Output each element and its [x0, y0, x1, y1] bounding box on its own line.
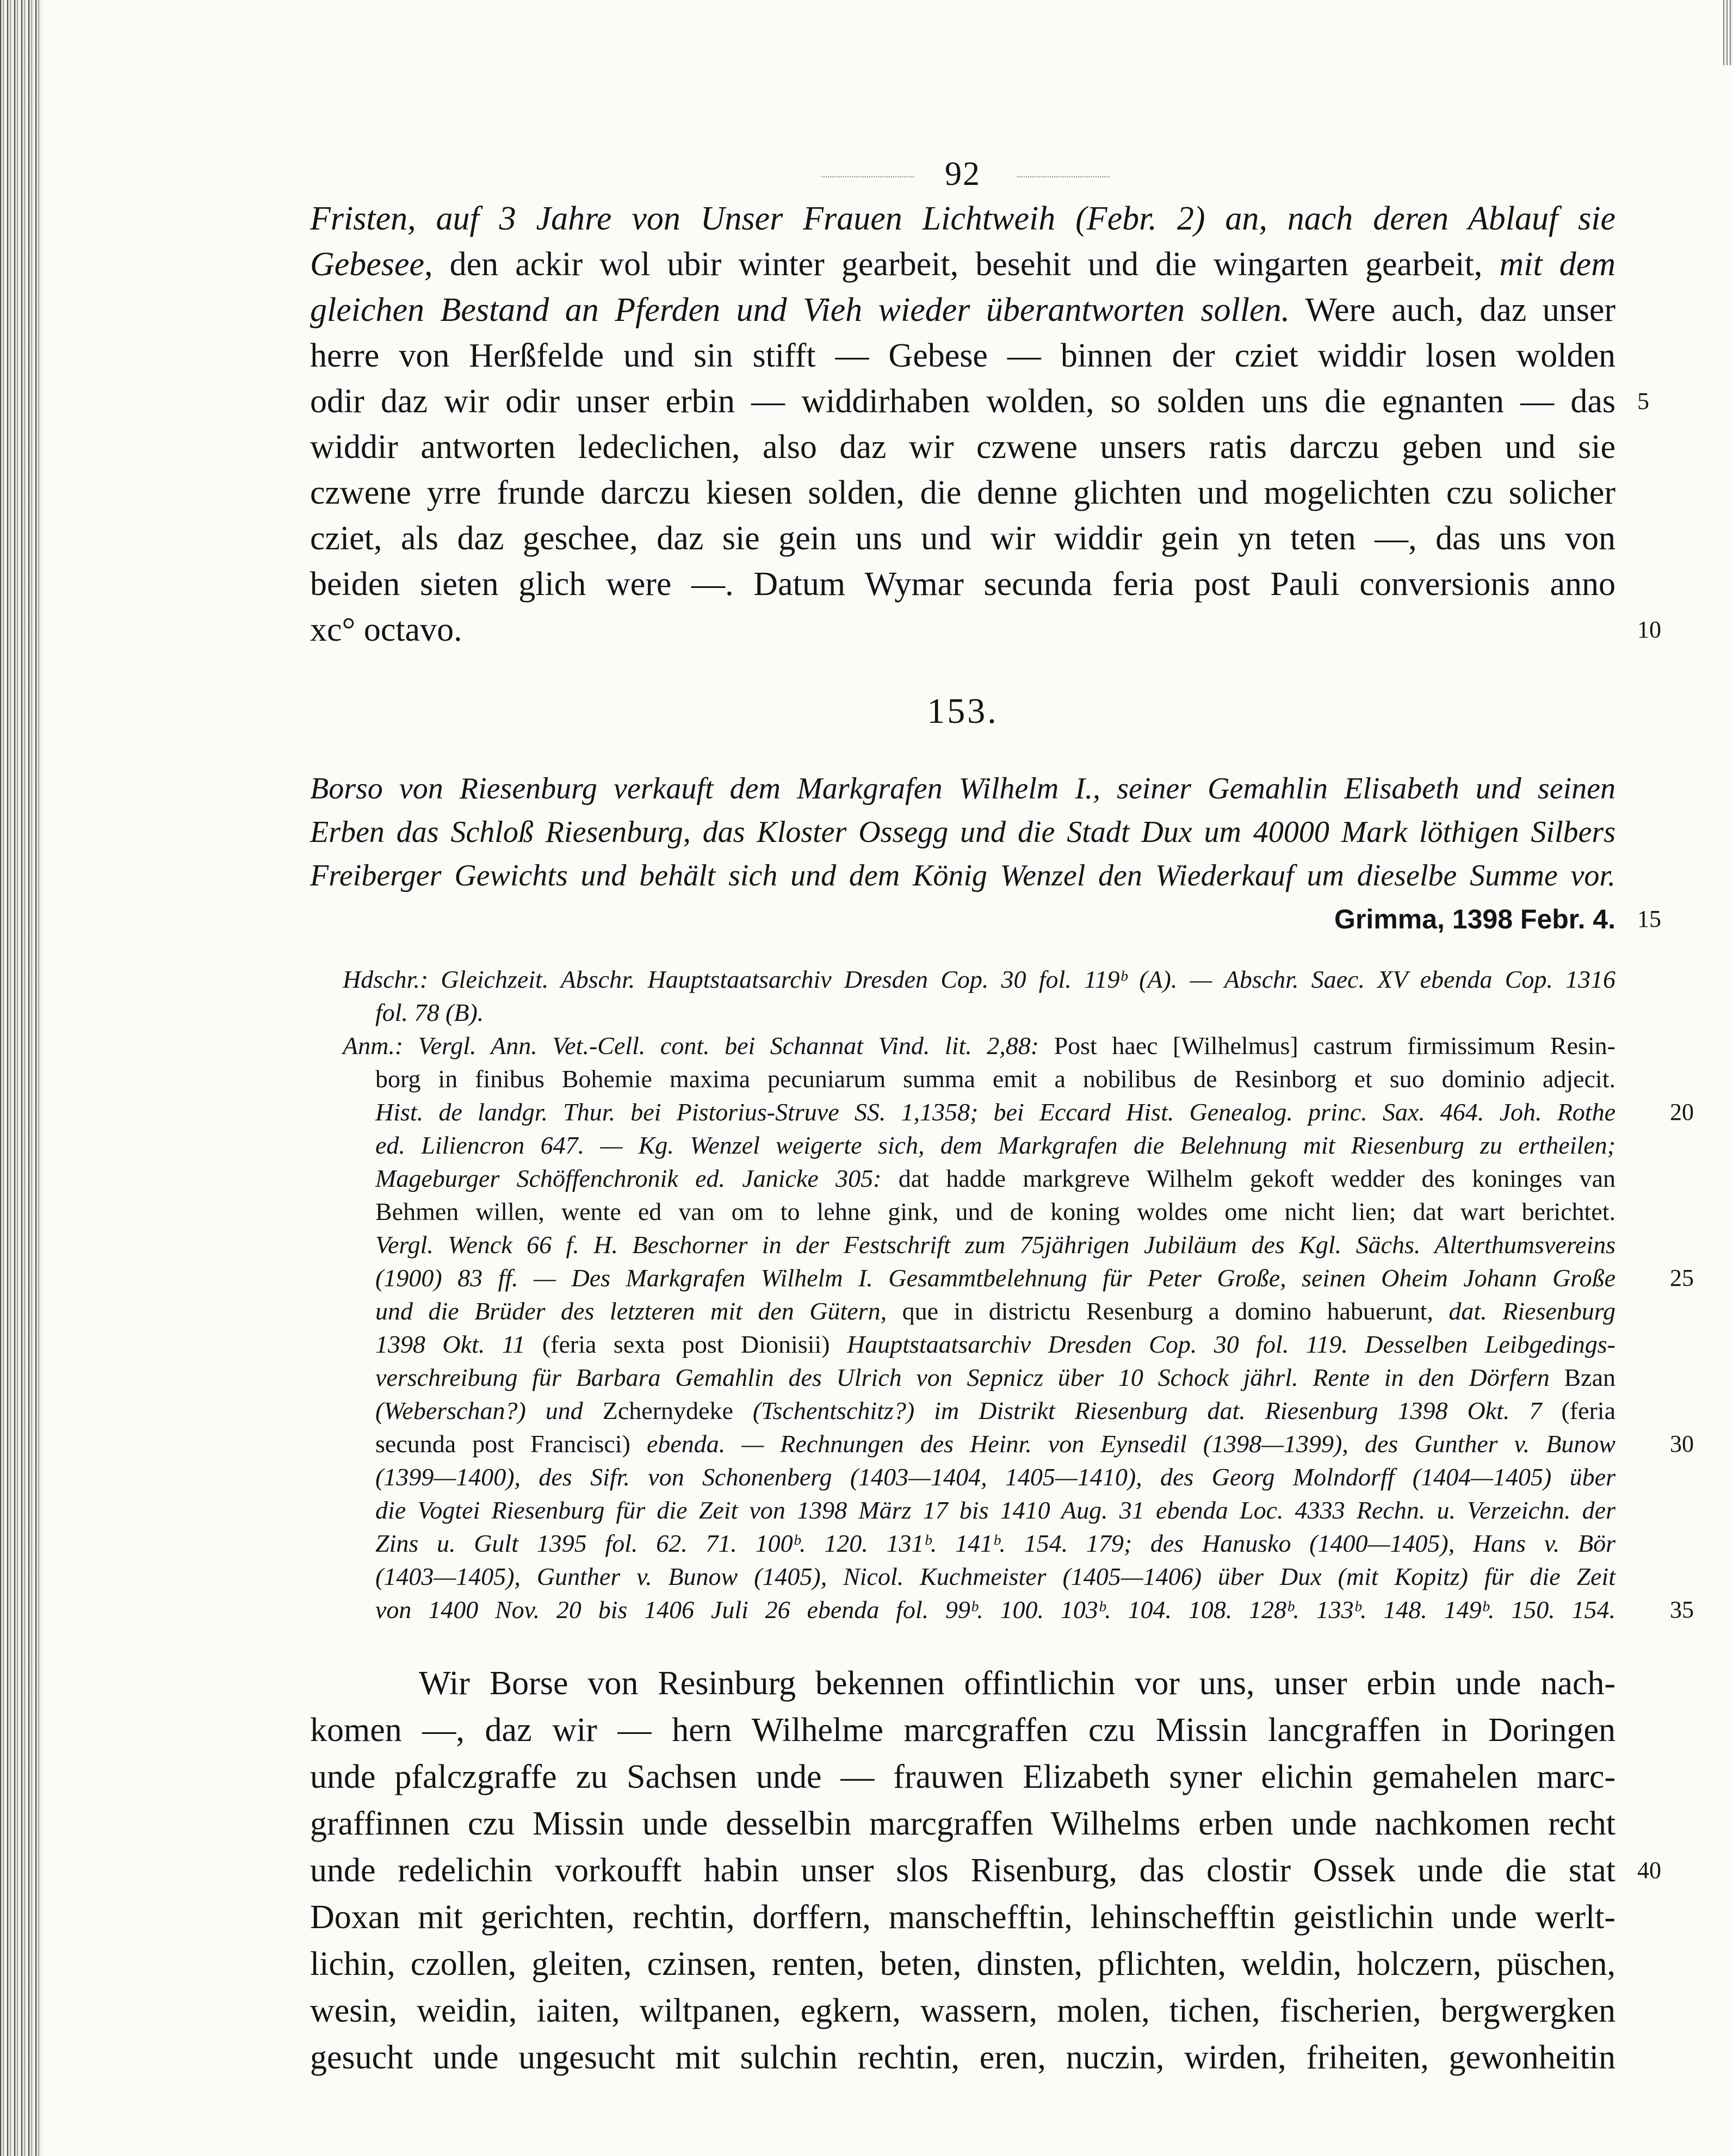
text-segment: Zchernydeke [583, 1397, 753, 1424]
text-segment: (1900) 83 ff. — Des Markgrafen Wilhelm I. Gesammtbelehnung für Peter Große, seinen Oheim Johann Große [375, 1264, 1616, 1292]
text-segment: die Vogtei Riesenburg für die Zeit von 1398 März 17 bis 1410 Aug. 31 ebenda Loc. 4333 Rechn. u. Verzeichn. der [375, 1496, 1616, 1524]
text-segment: Post haec [Wilhelmus] castrum firmissimum Resin- [1039, 1032, 1616, 1060]
text-segment: den ackir wol ubir winter gearbeit, besehit und die wingarten gearbeit, [432, 246, 1500, 283]
text-line [375, 1394, 1616, 1427]
text-line [375, 1560, 1616, 1593]
text-line [310, 516, 1616, 561]
text-segment: (feria sexta post Dionisii) [525, 1330, 847, 1358]
text-segment: Hist. de landgr. Thur. bei Pistorius-Struve SS. 1,1358; bei Eccard Hist. Genealog. princ. Sax. 464. Joh. Rothe [375, 1098, 1616, 1126]
text-segment: lichin, czollen, gleiten, czinsen, renten, beten, dinsten, pflichten, weldin, holczern, püschen, [310, 1946, 1616, 1982]
text-segment: cziet, als daz geschee, daz sie gein uns und wir widdir gein yn teten —, das uns von [310, 520, 1616, 557]
text-segment: Mageburger Schöffenchronik ed. Janicke 305: [375, 1164, 882, 1192]
text-segment: dat. Riesenburg [1449, 1297, 1616, 1325]
document-page [310, 152, 1694, 2081]
text-segment: verschreibung für Barbara Gemahlin des Ulrich von Sepnicz über 10 Schock jährl. Rente in den Dörfern [375, 1364, 1550, 1391]
document-summary [310, 767, 1616, 897]
text-line [375, 1162, 1616, 1195]
text-segment: beiden sieten glich were —. Datum Wymar secunda feria post Pauli conversionis anno [310, 566, 1616, 603]
text-segment: Bzan [1549, 1364, 1616, 1391]
text-line [310, 196, 1616, 241]
line-number: 40 [1637, 1857, 1661, 1884]
text-segment: ebenda. — Rechnungen des Heinr. von Eynsedil (1398—1399), des Gunther v. Bunow [646, 1430, 1616, 1458]
text-segment: mit dem [1499, 246, 1616, 283]
line-number: 30 [1670, 1430, 1694, 1457]
text-line [310, 333, 1616, 379]
text-line [310, 810, 1616, 854]
text-line [310, 1707, 1616, 1754]
line-number: 20 [1670, 1099, 1694, 1125]
text-line [310, 379, 1649, 424]
text-line [310, 1894, 1616, 1941]
text-line [310, 1987, 1616, 2034]
text-segment: Borso von Riesenburg verkauft dem Markgrafen Wilhelm I., seiner Gemahlin Elisabeth und seinen [310, 772, 1616, 806]
text-segment: gesucht unde ungesucht mit sulchin rechtin, eren, nuczin, wirden, friheiten, gewonheitin [310, 2039, 1616, 2076]
text-segment: Zins u. Gult 1395 fol. 62. 71. 100ᵇ. 120. 131ᵇ. 141ᵇ. 154. 179; des Hanusko (1400—1405), Hans v. Bör [375, 1529, 1616, 1557]
document-number: 153. [927, 691, 999, 731]
text-segment: 1398 Okt. 11 [375, 1330, 525, 1358]
text-segment: Wir Borse von Resinburg bekennen offintlichin vor uns, unser erbin unde nach- [419, 1665, 1616, 1702]
scan-right-edge [1723, 0, 1733, 65]
text-line [375, 1261, 1694, 1294]
text-segment: Hdschr.: Gleichzeit. Abschr. Hauptstaatsarchiv Dresden Cop. 30 fol. 119ᵇ (A). — Abschr. Saec. XV ebenda Cop. 1316 [343, 965, 1616, 993]
text-segment: gleichen Bestand an Pferden und Vieh wieder überantworten sollen. [310, 292, 1290, 329]
text-segment: dat hadde markgreve Wilhelm gekoft wedder des koninges van [881, 1164, 1616, 1192]
line-number: 25 [1670, 1265, 1694, 1291]
text-line [310, 1660, 1616, 1707]
text-line [375, 1228, 1616, 1261]
text-line [375, 1195, 1616, 1228]
text-line [375, 1328, 1616, 1361]
text-line [375, 1095, 1694, 1129]
text-line [375, 1593, 1694, 1626]
text-segment: Fristen, auf 3 Jahre von Unser Frauen Lichtweih (Febr. 2) an, nach deren Ablauf sie [310, 200, 1616, 237]
text-segment: que in districtu Resenburg a domino habuerunt, [887, 1297, 1449, 1325]
text-line [310, 1847, 1661, 1894]
text-segment: von 1400 Nov. 20 bis 1406 Juli 26 ebenda fol. 99ᵇ. 100. 103ᵇ. 104. 108. 128ᵇ. 133ᵇ. 148. 149ᵇ. 150. 154. [375, 1596, 1616, 1624]
text-line [310, 1754, 1616, 1800]
text-segment: (1403—1405), Gunther v. Bunow (1405), Nicol. Kuchmeister (1405—1406) über Dux (mit Kopitz) für die Zeit [375, 1563, 1616, 1590]
continuation-text [310, 196, 1661, 653]
text-segment: und die Brüder des letzteren mit den Gütern, [375, 1297, 887, 1325]
text-segment: ed. Liliencron 647. — Kg. Wenzel weigerte sich, dem Markgrafen die Belehnung mit Riesenburg zu ertheilen; [375, 1131, 1616, 1159]
text-segment: (Weberschan?) und [375, 1397, 583, 1424]
text-line [310, 1941, 1616, 1987]
text-segment: fol. 78 (B). [375, 999, 484, 1026]
text-segment: Behmen willen, wente ed van om to lehne gink, und de koning woldes ome nicht lien; dat wart berichtet. [375, 1198, 1616, 1225]
text-line [375, 1494, 1616, 1527]
text-line [310, 854, 1616, 897]
page-number: 92 [945, 156, 981, 193]
text-segment: borg in finibus Bohemie maxima pecuniarum summa emit a nobilibus de Resinborg et suo dominio adjecit. [375, 1065, 1616, 1093]
text-line [375, 1294, 1616, 1328]
text-segment: Hauptstaatsarchiv Dresden Cop. 30 fol. 119. Desselben Leibgedings- [846, 1330, 1616, 1358]
text-segment: graffinnen czu Missin unde desselbin marcgraffen Wilhelms erben unde nachkomen recht [310, 1805, 1616, 1842]
text-segment: herre von Herßfelde und sin stifft — Gebese — binnen der cziet widdir losen wolden [310, 337, 1616, 374]
text-segment: unde redelichin vorkoufft habin unser slos Risenburg, das clostir Ossek unde die stat [310, 1852, 1616, 1889]
text-segment: (1399—1400), des Sifr. von Schonenberg (1403—1404, 1405—1410), des Georg Molndorff (1404—1405) über [375, 1463, 1616, 1491]
charter-text [310, 1660, 1661, 2081]
text-segment: Doxan mit gerichten, rechtin, dorffern, manschefftin, lehinschefftin geistlichin unde werlt- [310, 1899, 1616, 1936]
line-number: 15 [1637, 906, 1661, 932]
line-number: 5 [1637, 388, 1649, 414]
text-line [310, 767, 1616, 810]
page-header [310, 152, 1616, 196]
text-segment: unde pfalczgraffe zu Sachsen unde — frauwen Elizabeth syner elichin gemahelen marc- [310, 1758, 1616, 1795]
text-line [310, 1800, 1616, 1847]
text-line [343, 963, 1616, 996]
text-segment: komen —, daz wir — hern Wilhelme marcgraffen czu Missin lancgraffen in Doringen [310, 1712, 1616, 1749]
text-segment: Vergl. Wenck 66 f. H. Beschorner in der Festschrift zum 75jährigen Jubiläum des Kgl. Sächs. Alterthumsvereins [375, 1231, 1616, 1259]
text-line [375, 1361, 1616, 1394]
text-segment: odir daz wir odir unser erbin — widdirhaben wolden, so solden uns die egnanten — das [310, 383, 1616, 420]
text-segment: (feria [1542, 1397, 1616, 1424]
place-date [310, 897, 1661, 941]
text-line [310, 241, 1616, 287]
text-segment: Anm.: Vergl. Ann. Vet.-Cell. cont. bei Schannat Vind. lit. 2,88: [343, 1032, 1039, 1060]
text-segment: Were auch, daz unser [1290, 292, 1616, 329]
text-line [310, 607, 1661, 653]
text-segment: (Tschentschitz?) im Distrikt Riesenburg dat. Riesenburg 1398 Okt. 7 [752, 1397, 1542, 1424]
text-line [310, 287, 1616, 333]
text-segment: xc° octavo. [310, 611, 462, 648]
text-segment: widdir antworten ledeclichen, also daz wir czwene unsers ratis darczu geben und sie [310, 429, 1616, 466]
text-line [310, 470, 1616, 516]
line-number: 35 [1670, 1596, 1694, 1623]
header-rule-left [821, 176, 914, 177]
text-line [375, 1062, 1616, 1095]
text-line [343, 1029, 1616, 1062]
text-line [375, 1460, 1616, 1494]
text-line [310, 2034, 1616, 2081]
text-segment: czwene yrre frunde darczu kiesen solden, die denne glichten und mogelichten czu solicher [310, 474, 1616, 511]
apparatus-notes [310, 963, 1694, 1626]
text-segment: wesin, weidin, iaiten, wiltpanen, egkern, wassern, molen, tichen, fischerien, bergwergken [310, 1992, 1616, 2029]
text-line [375, 1427, 1694, 1460]
text-segment: Freiberger Gewichts und behält sich und dem König Wenzel den Wiederkauf um dieselbe Summe vor. [310, 859, 1616, 893]
text-line [375, 1527, 1616, 1560]
header-rule-right [1017, 176, 1110, 177]
text-segment: Gebesee, [310, 246, 433, 283]
text-segment: secunda post Francisci) [375, 1430, 647, 1458]
text-line [375, 996, 1616, 1029]
place-date-text: Grimma, 1398 Febr. 4. [1334, 904, 1616, 934]
scan-binding-edge [0, 0, 42, 2156]
text-line [310, 561, 1616, 607]
text-line [375, 1129, 1616, 1162]
text-segment: Erben das Schloß Riesenburg, das Kloster Ossegg und die Stadt Dux um 40000 Mark löthigen Silbers [310, 815, 1616, 849]
text-line [310, 424, 1616, 470]
line-number: 10 [1637, 616, 1661, 643]
